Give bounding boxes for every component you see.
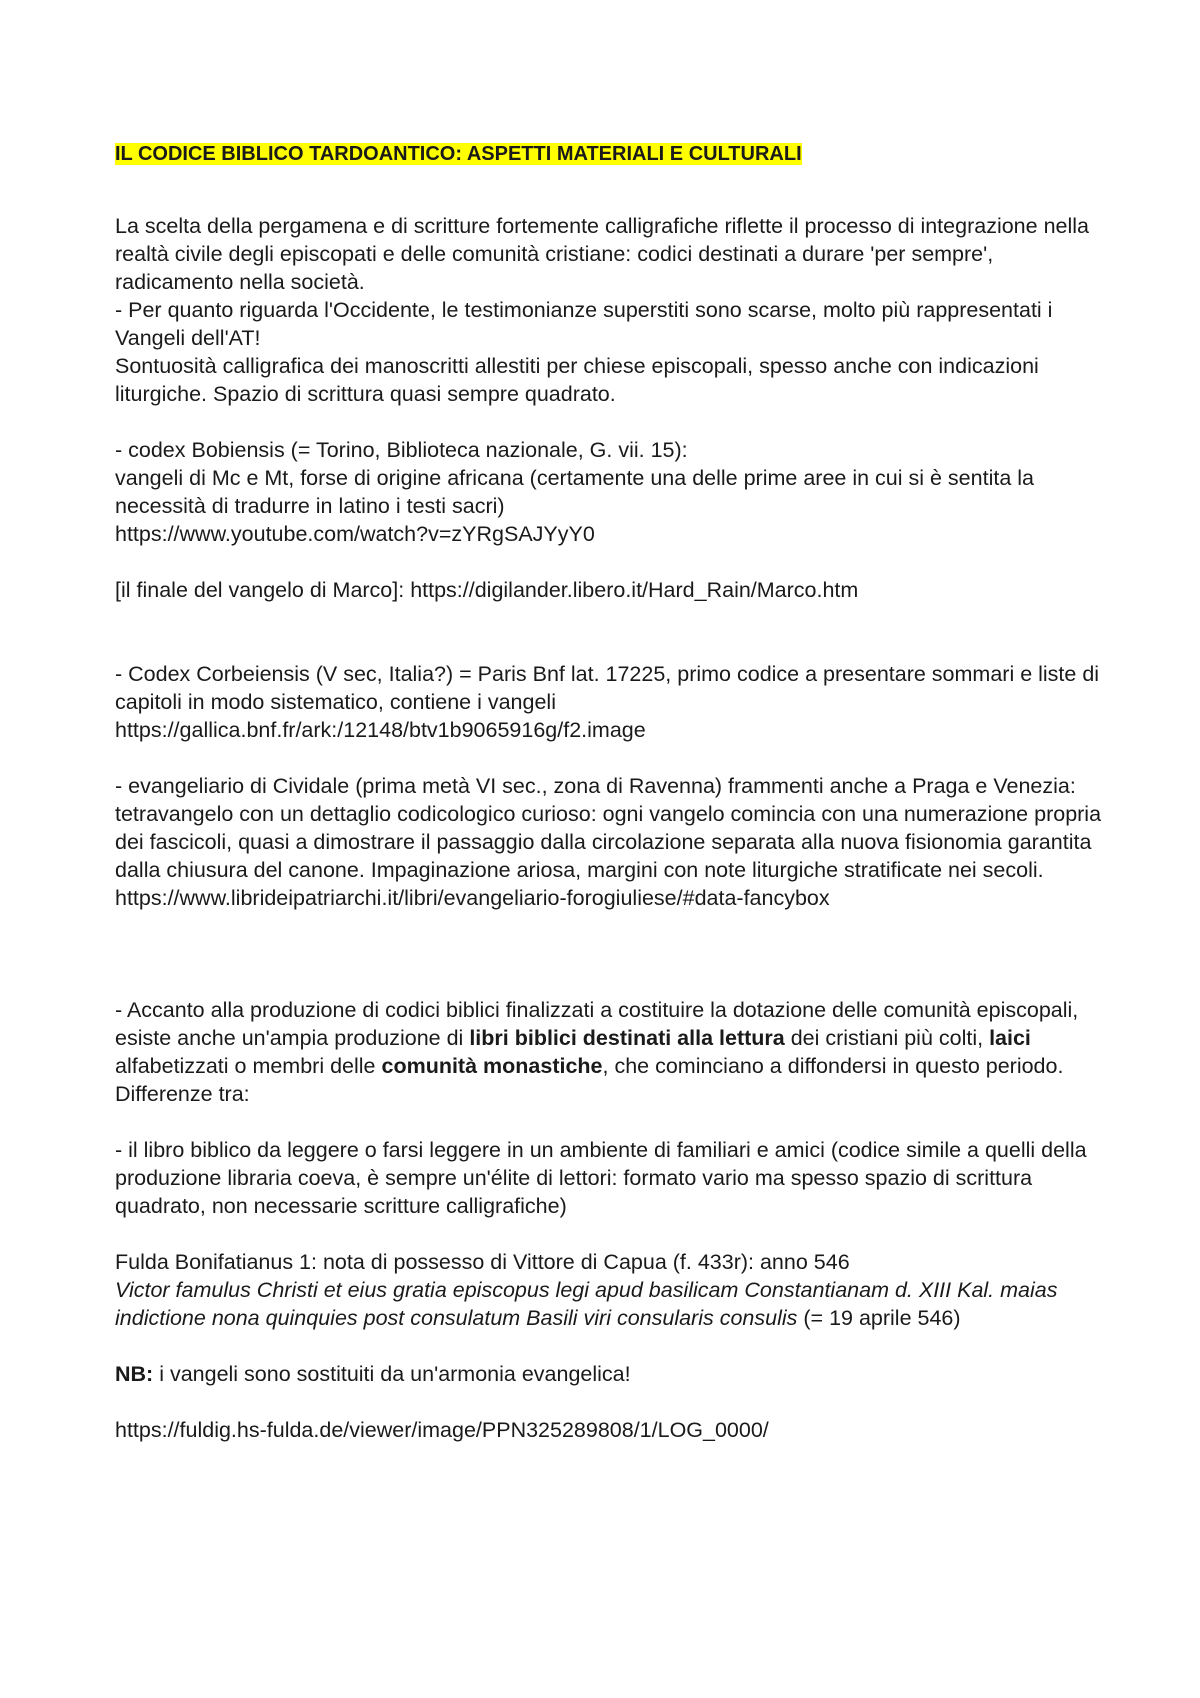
libro-paragraph: - il libro biblico da leggere o farsi leggere in un ambiente di familiari e amici (codice simile a quelli della produzione libraria coeva, è sempre un'élite di lettori: formato vario ma spesso spazio di scrittura quadrato, non necessarie scritture calligrafiche): [115, 1138, 1087, 1218]
fulda-heading: Fulda Bonifatianus 1: nota di possesso di Vittore di Capua (f. 433r): anno 546: [115, 1250, 850, 1274]
document-page: [115, 140, 1105, 1444]
accanto-paragraph: [115, 996, 1105, 1108]
corbeiensis-link[interactable]: https://gallica.bnf.fr/ark:/12148/btv1b9065916g/f2.image: [115, 718, 646, 742]
accanto-text-1: - Accanto alla produzione di codici biblici finalizzati a costituire la dotazione delle comunità episcopali, esiste anche un'ampia produzione di: [115, 998, 1079, 1050]
bobiensis-text: vangeli di Mc e Mt, forse di origine africana (certamente una delle prime aree in cui si è sentita la necessità di tradurre in latino i testi sacri): [115, 466, 1034, 518]
accanto-text-2: dei cristiani più colti,: [784, 1026, 990, 1050]
accanto-bold-2: laici: [989, 1026, 1031, 1050]
cividale-link[interactable]: https://www.librideipatriarchi.it/libri/evangeliario-forogiuliese/#data-fancybox: [115, 886, 830, 910]
nb-text: i vangeli sono sostituiti da un'armonia evangelica!: [153, 1362, 631, 1386]
nb-paragraph: [115, 1360, 1105, 1388]
sontuosita-paragraph: Sontuosità calligrafica dei manoscritti allestiti per chiese episcopali, spesso anche con indicazioni liturgiche. Spazio di scrittura quasi sempre quadrato.: [115, 354, 1039, 406]
marco-link[interactable]: https://digilander.libero.it/Hard_Rain/Marco.htm: [410, 578, 859, 602]
marco-label: [il finale del vangelo di Marco]:: [115, 578, 411, 602]
accanto-text-4: , che cominciano a diffondersi in questo periodo. Differenze tra:: [115, 1054, 1064, 1106]
accanto-text-3: alfabetizzati o membri delle: [115, 1054, 382, 1078]
corbeiensis-text: - Codex Corbeiensis (V sec, Italia?) = Paris Bnf lat. 17225, primo codice a presentare sommari e liste di capitoli in modo sistematico, contiene i vangeli: [115, 662, 1100, 714]
page-title: [115, 140, 1105, 168]
intro-paragraph: La scelta della pergamena e di scritture fortemente calligrafiche riflette il processo di integrazione nella realtà civile degli episcopati e delle comunità cristiane: codici destinati a durare 'per sempre', radicamento nella società.: [115, 214, 1089, 294]
occidente-paragraph: - Per quanto riguarda l'Occidente, le testimonianze superstiti sono scarse, molto più rappresentati i Vangeli dell'AT!: [115, 298, 1053, 350]
fulda-date: (= 19 aprile 546): [797, 1306, 961, 1330]
fulda-latin-quote: Victor famulus Christi et eius gratia episcopus legi apud basilicam Constantianam d. XIII Kal. maias indictione nona quinquies post consulatum Basili viri consularis consulis: [115, 1278, 1058, 1330]
bobiensis-heading: - codex Bobiensis (= Torino, Biblioteca nazionale, G. vii. 15):: [115, 438, 688, 462]
nb-label: NB:: [115, 1362, 154, 1386]
fulda-link[interactable]: https://fuldig.hs-fulda.de/viewer/image/PPN325289808/1/LOG_0000/: [115, 1418, 769, 1442]
cividale-text: - evangeliario di Cividale (prima metà VI sec., zona di Ravenna) frammenti anche a Praga e Venezia: tetravangelo con un dettaglio codicologico curioso: ogni vangelo comincia con una numerazione propria dei fascicoli, quasi a dimostrare il passaggio dalla circolazione separata alla nuova fisionomia garantita dalla chiusura del canone. Impaginazione ariosa, margini con note liturgiche stratificate nei secoli.: [115, 774, 1102, 882]
highlighted-title: IL CODICE BIBLICO TARDOANTICO: ASPETTI MATERIALI E CULTURALI: [115, 143, 802, 165]
fulda-latin-paragraph: [115, 1276, 1105, 1332]
accanto-bold-1: libri biblici destinati alla lettura: [469, 1026, 785, 1050]
bobiensis-link[interactable]: https://www.youtube.com/watch?v=zYRgSAJYyY0: [115, 522, 595, 546]
accanto-bold-3: comunità monastiche: [381, 1054, 603, 1078]
marco-paragraph: [115, 576, 1105, 604]
